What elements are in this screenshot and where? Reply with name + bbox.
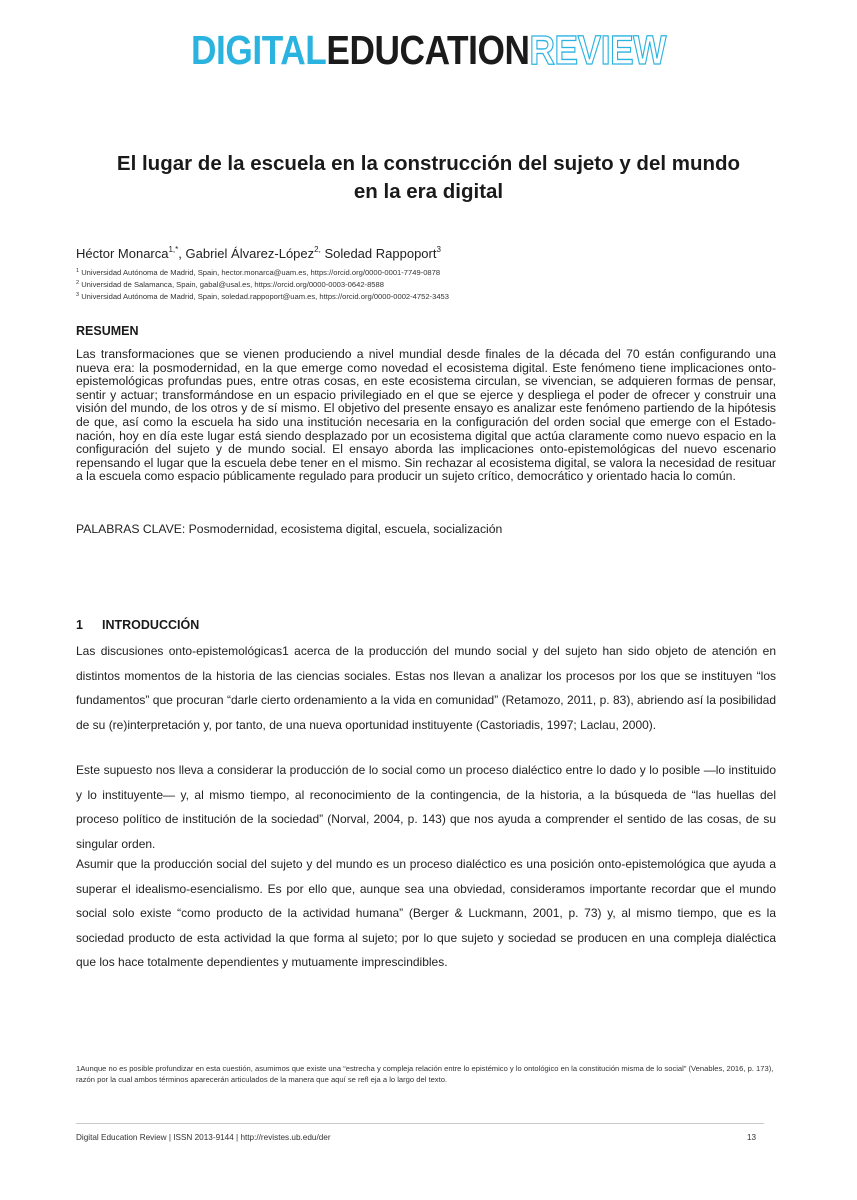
page-number: 13 bbox=[747, 1133, 757, 1142]
logo-review: REVIEW bbox=[529, 27, 667, 73]
affiliation-item bbox=[76, 278, 796, 290]
abstract-heading: RESUMEN bbox=[76, 324, 139, 338]
body-paragraph-2: Este supuesto nos lleva a considerar la producción de lo social como un proceso dialéctico entre lo dado y lo posible —lo instituido y lo instituyente— y, al mismo tiempo, al reconocimiento de la contingencia, de la historia, a la búsqueda de “las huellas del proceso político de institución de la sociedad” (Norval, 2004, p. 143) que nos ayuda a comprender el sentido de las cosas, de su singular orden. bbox=[76, 763, 776, 851]
affiliation-mark: 3 bbox=[76, 292, 80, 299]
section-title: INTRODUCCIÓN bbox=[102, 618, 200, 632]
body-paragraph-1: Las discusiones onto-epistemológicas1 acerca de la producción del mundo social y del sujeto han sido objeto de atención en distintos momentos de la historia de las ciencias sociales. Estas nos llevan a analizar los procesos por los que se instituyen “los fundamentos” que procuran “darle cierto ordenamiento a la vida en comunidad” (Retamozo, 2011, p. 83), abriendo así la posibilidad de su (re)interpretación y, por tanto, de una nueva oportunidad instituyente (Castoriadis, 1997; Laclau, 2000). bbox=[76, 644, 776, 732]
affiliation-text: Universidad de Salamanca, Spain, gabal@usal.es, https://orcid.org/0000-0003-0642-8588 bbox=[81, 280, 384, 290]
author-name: Gabriel Álvarez-López bbox=[185, 246, 315, 261]
affiliation-text: Universidad Autónoma de Madrid, Spain, hector.monarca@uam.es, https://orcid.org/0000-0001-7749-0878 bbox=[81, 268, 441, 277]
affiliation-mark: 2 bbox=[76, 280, 80, 287]
author-separator: , bbox=[178, 246, 186, 261]
journal-logo bbox=[60, 28, 797, 72]
affiliation-item bbox=[76, 290, 796, 302]
affiliation-list bbox=[76, 266, 796, 303]
article-title-line1: El lugar de la escuela en la construcción del sujeto y del mundo bbox=[116, 152, 741, 175]
author-affil-mark: 1,* bbox=[168, 245, 179, 254]
section-heading bbox=[76, 618, 199, 632]
section-number: 1 bbox=[76, 618, 83, 632]
author-name: Soledad Rappoport bbox=[324, 246, 437, 261]
footer-divider bbox=[76, 1123, 764, 1124]
author-name: Héctor Monarca bbox=[76, 246, 169, 261]
body-paragraph-3: Asumir que la producción social del sujeto y del mundo es un proceso dialéctico es una posición onto-epistemológica que ayuda a superar el idealismo-esencialismo. Es por ello que, aunque sea una obviedad, consideramos importante recordar que el mundo social solo existe “como producto de la actividad humana” (Berger & Luckmann, 2001, p. 73) y, al mismo tiempo, que es la sociedad producto de esta actividad la que forma al sujeto; por lo que sujeto y sociedad se producen en una compleja dialéctica que los hace totalmente dependientes y mutuamente imprescindibles. bbox=[76, 857, 776, 970]
affiliation-text: Universidad Autónoma de Madrid, Spain, soledad.rappoport@uam.es, https://orcid.org/0000-0002-4752-3453 bbox=[81, 292, 449, 302]
footnote: 1Aunque no es posible profundizar en esta cuestión, asumimos que existe una “estrecha y compleja relación entre lo epistémico y lo ontológico en la constitución misma de lo social” (Venables, 2016, p. 173), razón por la cual ambos términos aparecerán articulados de la manera que aquí se refl eja a lo largo del texto. bbox=[76, 1064, 774, 1084]
author-affil-mark: 2, bbox=[314, 245, 321, 254]
logo-education: EDUCATION bbox=[326, 27, 530, 73]
affiliation-mark: 1 bbox=[76, 268, 80, 274]
article-title bbox=[60, 150, 797, 206]
logo-digital: DIGITAL bbox=[190, 27, 327, 73]
article-title-line2: en la era digital bbox=[353, 180, 504, 203]
abstract-text: Las transformaciones que se vienen produciendo a nivel mundial desde finales de la década del 70 están configurando una nueva era: la posmodernidad, en la que emerge como novedad el ecosistema digital. Este fenómeno tiene implicaciones onto-epistemológicas profundas pues, entre otras cosas, en este ecosistema circulan, se vivencian, se adquieren formas de pensar, sentir y actuar; transformándose en un espacio privilegiado en el que se ejerce y despliega el poder de ofrecer y construir una visión del mundo, de los otros y de sí mismo. El objetivo del presente ensayo es analizar este fenómeno partiendo de la hipótesis de que, así como la escuela ha sido una institución necesaria en la configuración del orden social que emerge con el Estado-nación, hoy en día este lugar está siendo desplazado por un ecosistema digital que actúa claramente como nuevo espacio en la configuración del sujeto y de mundo social. El ensayo aborda las implicaciones onto-epistemológicas del nuevo escenario repensando el lugar que la escuela debe tener en el mismo. Sin rechazar al ecosistema digital, se valora la necesidad de resituar a la escuela como espacio públicamente regulado para producir un sujeto crítico, democrático y orientado hacia lo común. bbox=[76, 347, 776, 484]
author-list bbox=[76, 245, 796, 261]
author-affil-mark: 3 bbox=[436, 245, 441, 254]
affiliation-item bbox=[76, 266, 796, 278]
keywords: PALABRAS CLAVE: Posmodernidad, ecosistema digital, escuela, socialización bbox=[76, 522, 503, 536]
footer-journal-info: Digital Education Review | ISSN 2013-9144 | http://revistes.ub.edu/der bbox=[76, 1133, 331, 1142]
